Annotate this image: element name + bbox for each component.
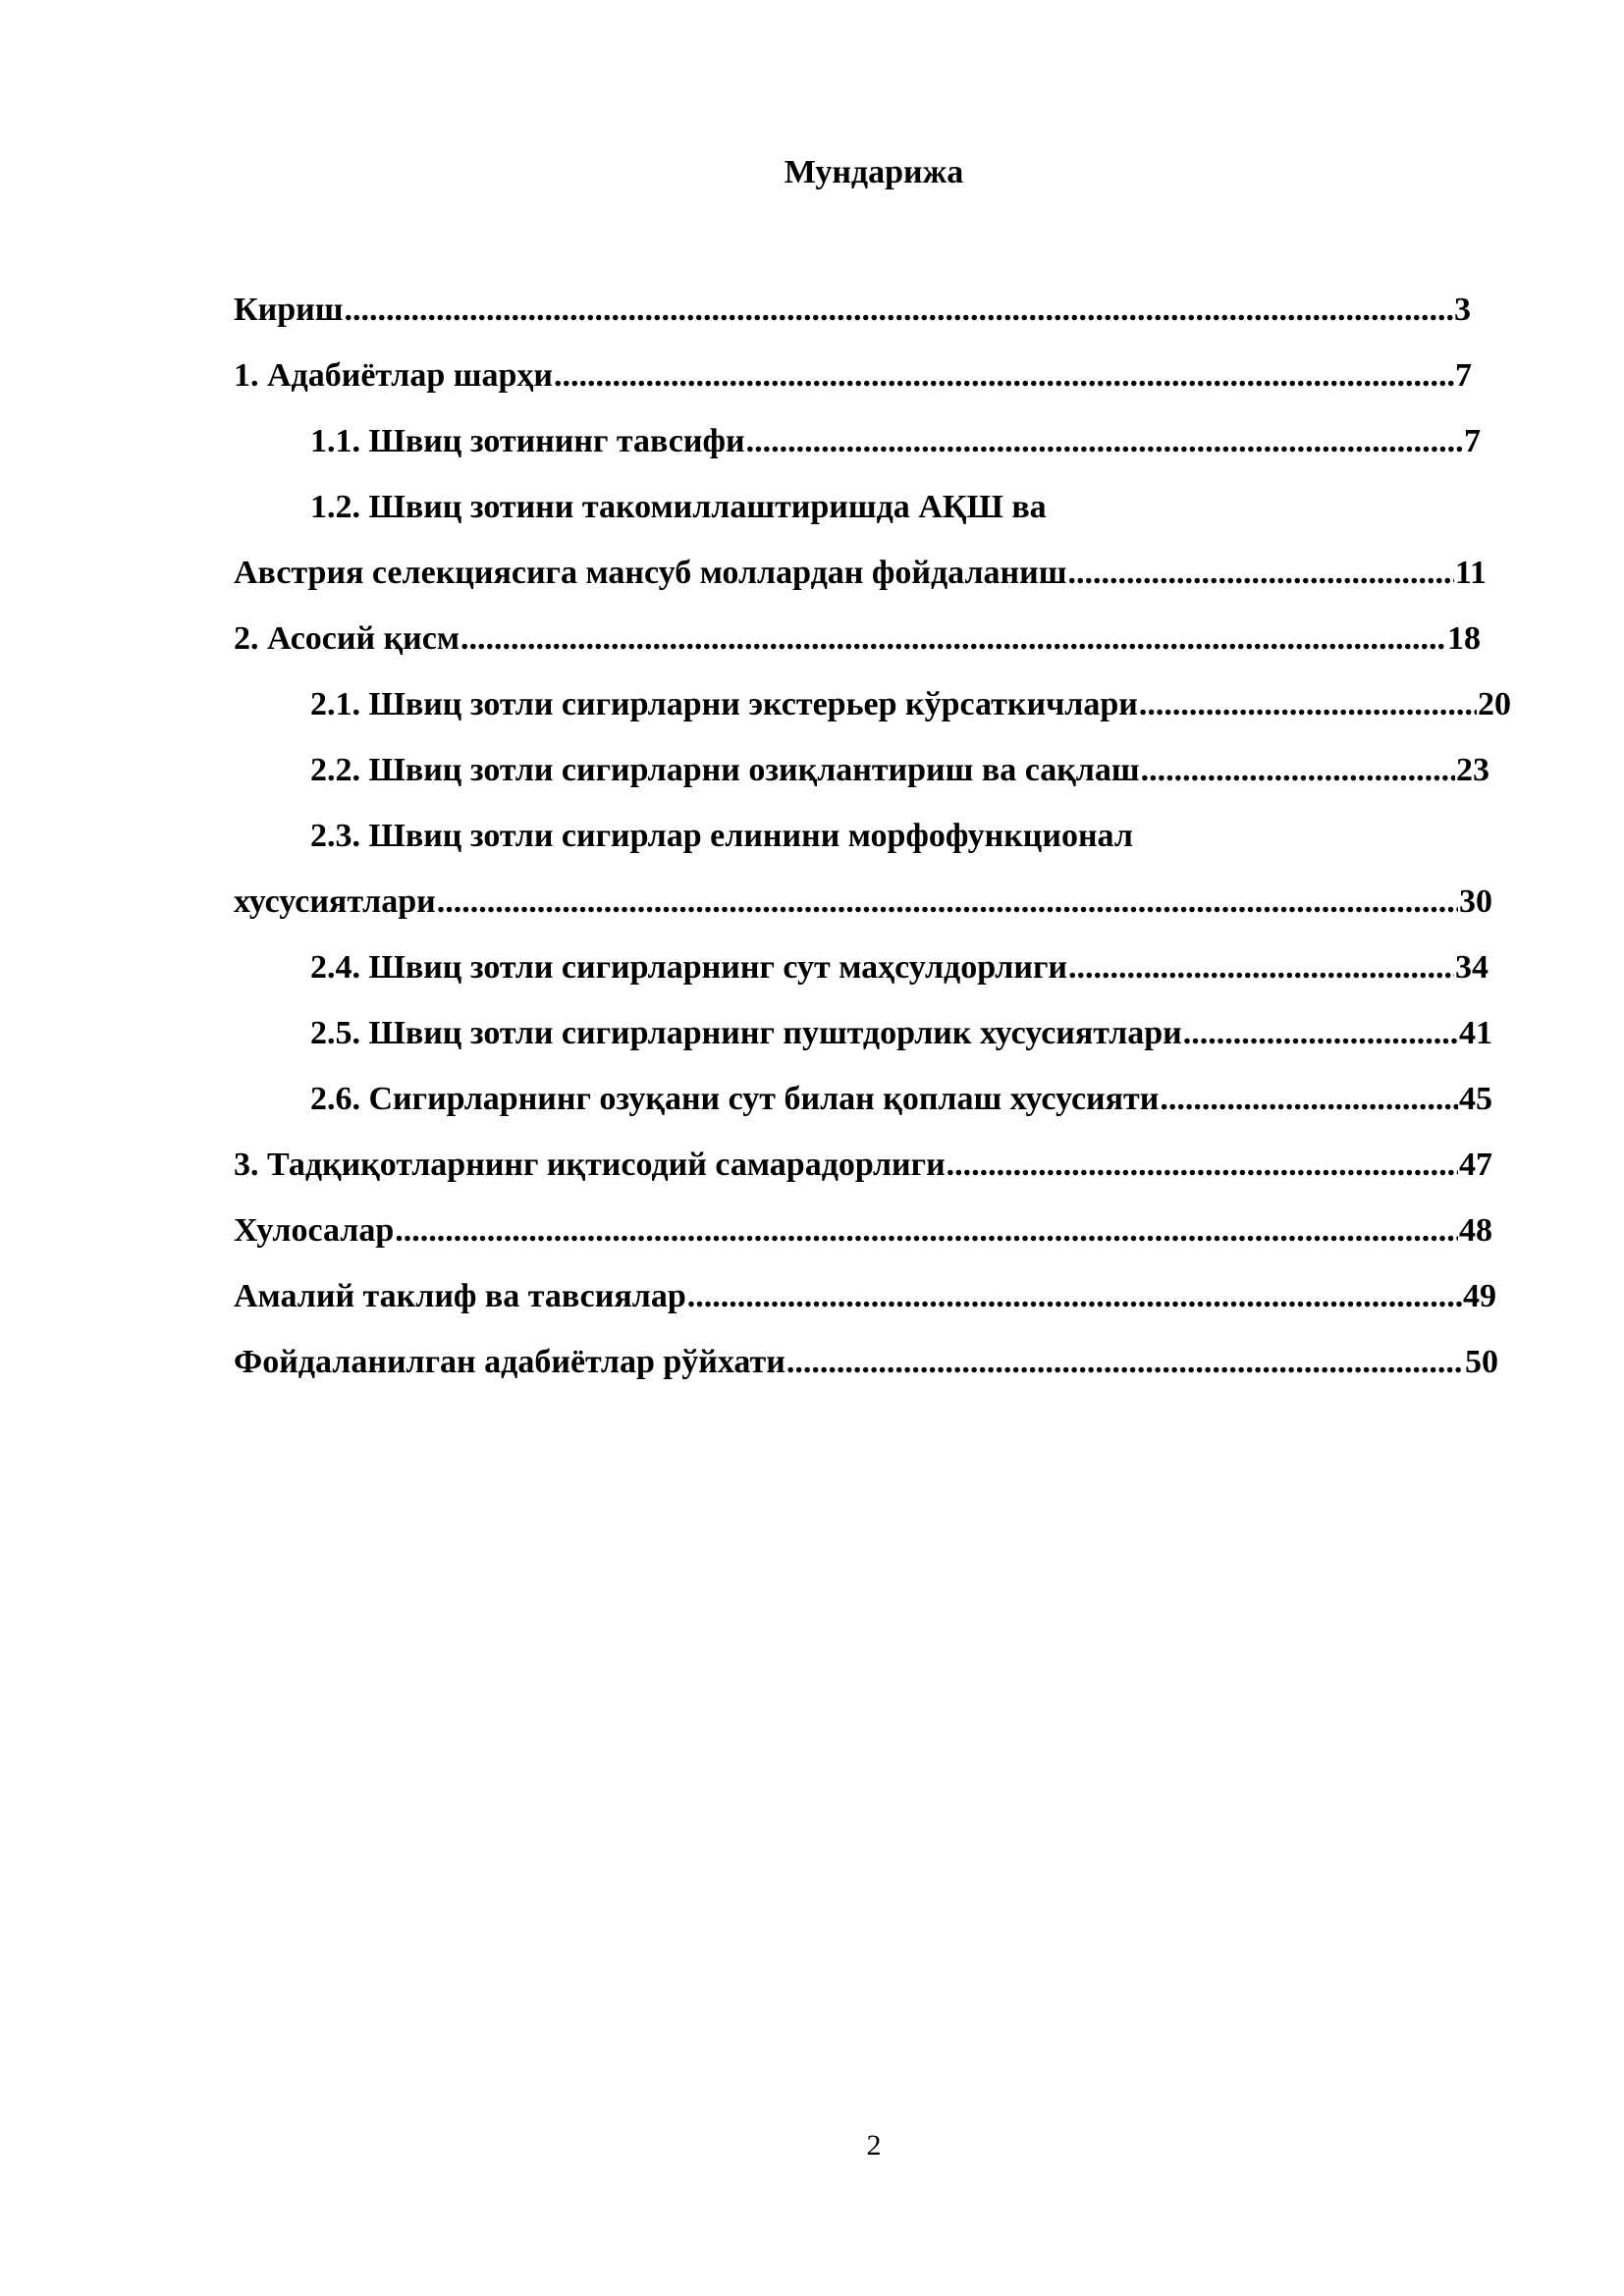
toc-entry-title: хусусиятлари — [234, 883, 436, 920]
toc-dot-leader — [746, 422, 1463, 461]
toc-entry-title: 1. Адабиётлар шарҳи — [234, 357, 553, 394]
toc-entry-conclusions — [234, 1211, 1492, 1251]
toc-entry-section-2-3-line-2 — [234, 882, 1492, 922]
toc-dot-leader — [460, 619, 1446, 659]
toc-page-number: 18 — [1447, 620, 1481, 657]
toc-entry-title: 2.2. Швиц зотли сигирларни озиқлантириш ва сақлаш — [310, 752, 1140, 788]
toc-entry-chapter-2 — [234, 619, 1481, 659]
toc-dot-leader — [1068, 948, 1454, 988]
toc-entry-title: Фойдаланилган адабиётлар рўйхати — [234, 1344, 785, 1380]
toc-entry-recommendations — [234, 1277, 1496, 1316]
toc-page-number: 30 — [1459, 883, 1492, 920]
toc-dot-leader — [395, 1211, 1458, 1251]
toc-dot-leader — [1067, 554, 1453, 593]
page-title: Мундарижа — [784, 154, 964, 190]
toc-entry-title: 2.3. Швиц зотли сигирлар елинини морфофункционал — [310, 818, 1133, 854]
toc-entry-title: Амалий таклиф ва тавсиялар — [234, 1278, 686, 1314]
toc-page-number: 41 — [1459, 1015, 1492, 1051]
toc-dot-leader — [437, 882, 1458, 922]
toc-dot-leader — [1160, 1080, 1458, 1119]
toc-entry-title: 1.1. Швиц зотининг тавсифи — [310, 423, 745, 459]
toc-page-number: 47 — [1459, 1147, 1492, 1183]
toc-dot-leader — [344, 291, 1453, 330]
toc-entry-title: 2.1. Швиц зотли сигирларни экстерьер кўрсаткичлари — [310, 686, 1138, 722]
toc-entry-chapter-1 — [234, 356, 1472, 396]
toc-entry-section-1-2-line-1 — [310, 488, 1047, 527]
toc-entry-section-2-5 — [310, 1014, 1492, 1053]
toc-page-number: 45 — [1459, 1081, 1492, 1117]
toc-entry-title: 1.2. Швиц зотини такомиллаштиришда АҚШ ва — [310, 489, 1047, 525]
toc-entry-section-2-2 — [310, 751, 1489, 790]
toc-dot-leader — [786, 1343, 1464, 1382]
toc-page-number: 11 — [1454, 555, 1487, 591]
toc-entry-title: Хулосалар — [234, 1212, 395, 1249]
toc-page-number: 23 — [1456, 752, 1489, 788]
toc-entry-title: 2.6. Сигирларнинг озуқани сут билан қоплаш хусусияти — [310, 1081, 1160, 1117]
toc-entry-section-2-1 — [310, 685, 1511, 724]
toc-page-number: 48 — [1459, 1212, 1492, 1249]
toc-dot-leader — [947, 1146, 1458, 1185]
toc-dot-leader — [1183, 1014, 1458, 1053]
toc-page-number: 49 — [1463, 1278, 1496, 1314]
toc-entry-title: Австрия селекциясига мансуб моллардан фойдаланиш — [234, 555, 1067, 591]
toc-dot-leader — [1139, 685, 1477, 724]
toc-entry-section-1-2-line-2 — [234, 554, 1487, 593]
toc-page-number: 50 — [1465, 1344, 1498, 1380]
toc-entry-introduction — [234, 291, 1471, 330]
toc-entry-title: 2.5. Швиц зотли сигирларнинг пуштдорлик хусусиятлари — [310, 1015, 1182, 1051]
toc-dot-leader — [554, 356, 1454, 396]
toc-entry-title: Кириш — [234, 292, 344, 328]
toc-entry-references — [234, 1343, 1498, 1382]
toc-entry-chapter-3 — [234, 1146, 1492, 1185]
toc-page-number: 7 — [1464, 423, 1481, 459]
toc-entry-section-2-4 — [310, 948, 1489, 988]
toc-dot-leader — [687, 1277, 1462, 1316]
toc-page-number: 20 — [1478, 686, 1511, 722]
toc-entry-title: 2. Асосий қисм — [234, 620, 460, 657]
toc-page-number: 7 — [1455, 357, 1472, 394]
toc-entry-title: 2.4. Швиц зотли сигирларнинг сут маҳсулдорлиги — [310, 949, 1067, 986]
toc-entry-title: 3. Тадқиқотларнинг иқтисодий самарадорлиги — [234, 1147, 946, 1183]
toc-entry-section-1-1 — [310, 422, 1481, 461]
toc-entry-section-2-3-line-1 — [310, 817, 1133, 856]
toc-page-number: 34 — [1455, 949, 1489, 986]
toc-page-number: 3 — [1454, 292, 1471, 328]
page-number: 2 — [866, 2129, 882, 2162]
toc-entry-section-2-6 — [310, 1080, 1492, 1119]
toc-dot-leader — [1141, 751, 1455, 790]
